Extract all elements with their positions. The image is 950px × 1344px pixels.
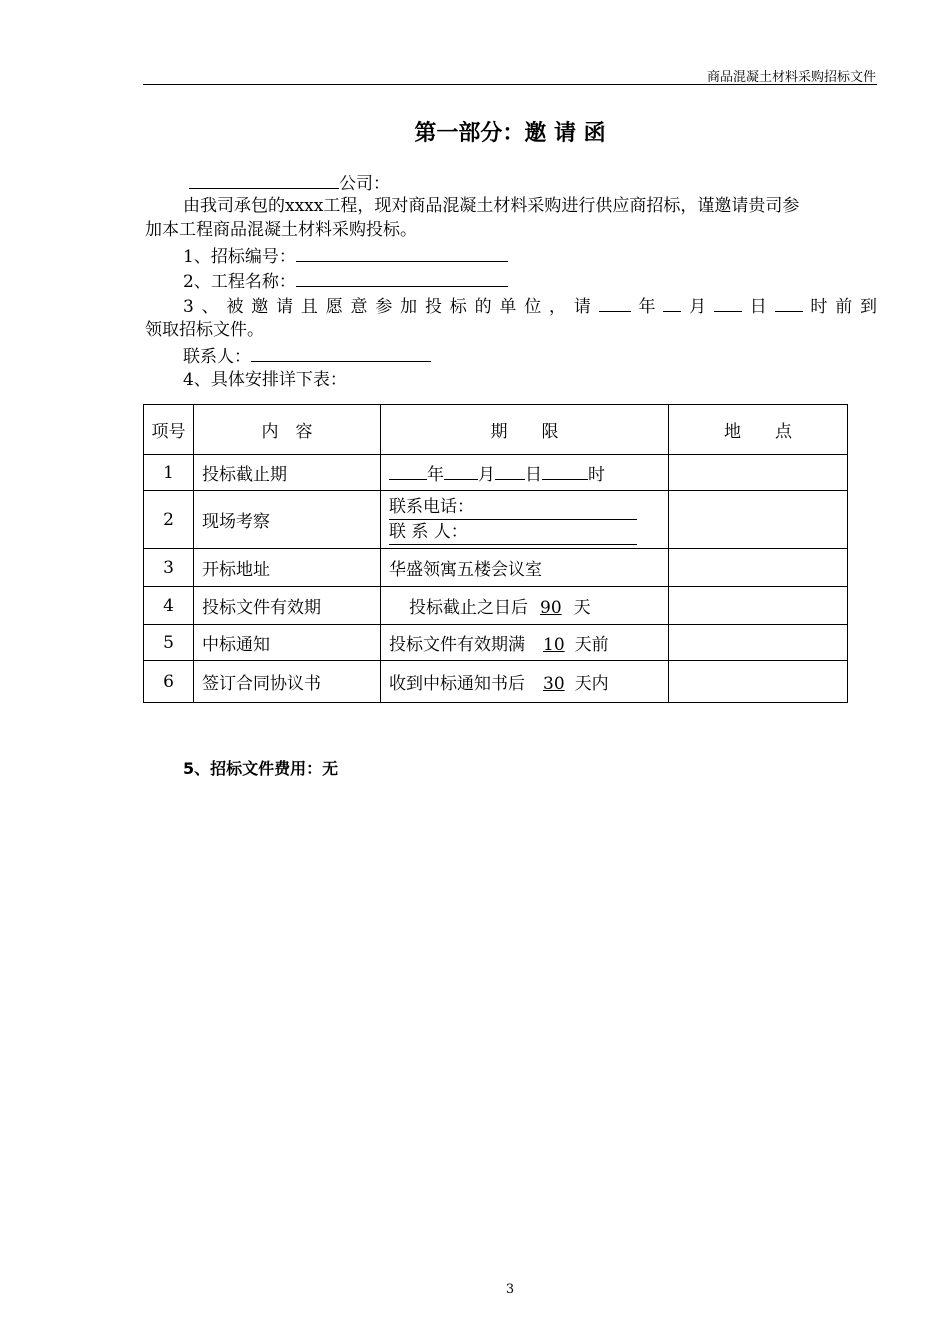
intro-line-2: 加本工程商品混凝土材料采购投标。 — [145, 220, 417, 240]
row-place — [669, 455, 848, 491]
row-period — [381, 625, 669, 661]
bid-number-line — [183, 243, 508, 269]
table-row — [144, 587, 848, 625]
contract-pre: 收到中标通知书后 — [389, 674, 525, 694]
deadline-month-blank — [444, 461, 478, 480]
schedule-intro: 4、具体安排详下表： — [183, 370, 347, 390]
row-place — [669, 625, 848, 661]
site-contact-label: 联 系 人： — [389, 521, 468, 542]
salutation-line — [189, 170, 390, 196]
project-name-label: 2、工程名称： — [183, 272, 296, 292]
validity-post: 天 — [573, 598, 591, 618]
row-period — [381, 661, 669, 703]
bid-number-blank — [296, 243, 508, 262]
schedule-table — [143, 404, 848, 703]
deadline-month: 月 — [478, 465, 495, 485]
row-item: 签订合同协议书 — [194, 661, 381, 703]
validity-days: 90 — [540, 598, 562, 618]
deadline-hour-blank — [542, 461, 588, 480]
table-row — [144, 549, 848, 587]
deadline-day: 日 — [525, 465, 542, 485]
row-period: 华盛领寓五楼会议室 — [381, 549, 669, 587]
row-no: 5 — [144, 625, 194, 661]
year-blank — [599, 293, 631, 312]
company-blank — [189, 170, 339, 189]
pickup-suffix: 时前到 — [802, 297, 878, 317]
page-number: 3 — [505, 1282, 515, 1297]
row-no: 4 — [144, 587, 194, 625]
table-row — [144, 661, 848, 703]
day-label: 日 — [741, 297, 775, 317]
contact-line — [183, 343, 431, 369]
row-item: 中标通知 — [194, 625, 381, 661]
table-row — [144, 491, 848, 549]
row-period — [381, 491, 669, 549]
hour-blank — [775, 293, 803, 312]
row-place — [669, 587, 848, 625]
salutation-text: 公司： — [339, 174, 390, 194]
row-item: 现场考察 — [194, 491, 381, 549]
table-row — [144, 625, 848, 661]
header-period: 期 限 — [381, 405, 669, 455]
notice-pre: 投标文件有效期满 — [389, 635, 525, 655]
contract-days: 30 — [543, 674, 565, 694]
running-header: 商品混凝土材料采购招标文件 — [706, 70, 876, 85]
row-no: 3 — [144, 549, 194, 587]
pickup-prefix: 3、被邀请且愿意参加投标的单位，请 — [183, 297, 599, 317]
row-no: 2 — [144, 491, 194, 549]
intro-line-1: 由我司承包的xxxx工程，现对商品混凝土材料采购进行供应商招标，谨邀请贵司参 — [183, 196, 800, 216]
header-rule — [143, 84, 877, 85]
row-period — [381, 587, 669, 625]
page-title: 第一部分：邀 请 函 — [414, 121, 606, 146]
project-name-blank — [296, 268, 508, 287]
project-name-line — [183, 268, 508, 294]
pickup-line-2: 领取招标文件。 — [145, 320, 264, 340]
row-period — [381, 455, 669, 491]
pickup-line — [183, 293, 877, 319]
row-place — [669, 661, 848, 703]
month-label: 月 — [681, 297, 714, 317]
month-blank — [663, 293, 681, 312]
table-header-row — [144, 405, 848, 455]
row-place — [669, 549, 848, 587]
table-row — [144, 455, 848, 491]
site-phone — [389, 495, 637, 520]
row-no: 1 — [144, 455, 194, 491]
contact-blank — [251, 343, 431, 362]
row-no: 6 — [144, 661, 194, 703]
deadline-year-blank — [389, 461, 427, 480]
header-place: 地 点 — [669, 405, 848, 455]
notice-post: 天前 — [574, 635, 609, 655]
contact-label: 联系人： — [183, 347, 251, 367]
deadline-hour: 时 — [588, 465, 605, 485]
day-blank — [714, 293, 742, 312]
year-label: 年 — [630, 297, 664, 317]
header-no: 项号 — [144, 405, 194, 455]
row-item: 投标截止期 — [194, 455, 381, 491]
contract-post: 天内 — [574, 674, 609, 694]
validity-pre: 投标截止之日后 — [409, 598, 528, 618]
row-place — [669, 491, 848, 549]
notice-days: 10 — [543, 635, 565, 655]
deadline-year: 年 — [427, 465, 444, 485]
site-contact — [389, 520, 637, 545]
row-item: 投标文件有效期 — [194, 587, 381, 625]
header-item: 内 容 — [194, 405, 381, 455]
fee-note: 5、招标文件费用：无 — [183, 759, 339, 778]
site-phone-label: 联系电话： — [389, 496, 474, 517]
bid-number-label: 1、招标编号： — [183, 247, 296, 267]
row-item: 开标地址 — [194, 549, 381, 587]
deadline-day-blank — [495, 461, 525, 480]
